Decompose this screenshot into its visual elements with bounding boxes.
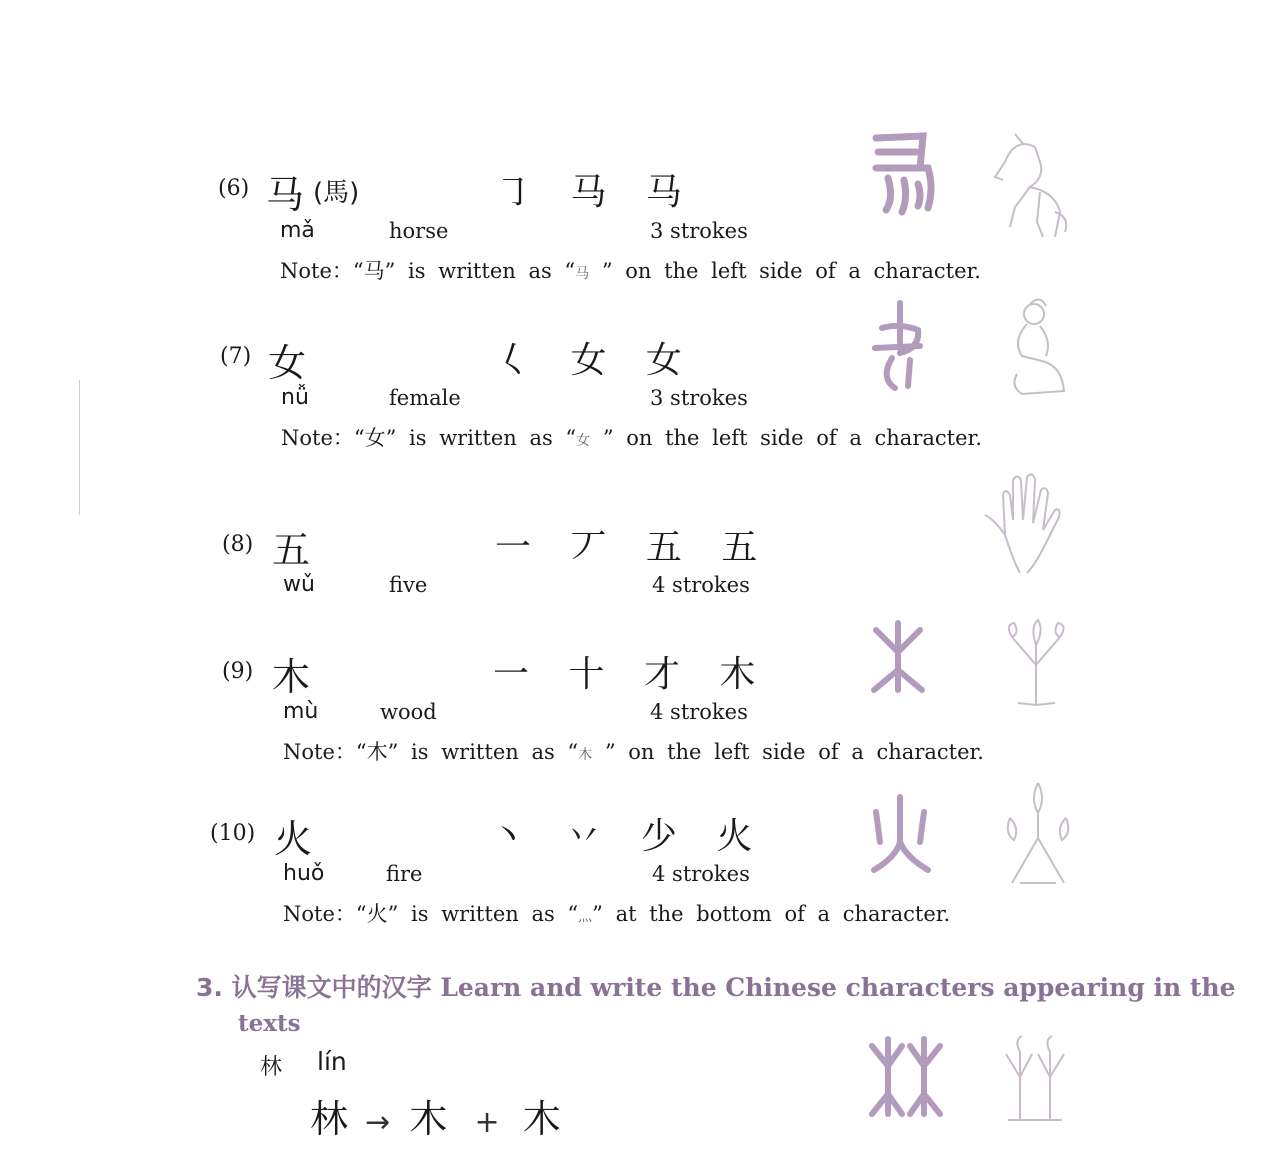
pinyin: huǒ [283,861,325,886]
traditional-character: (馬) [313,178,360,208]
entry-number: (7) [220,344,252,369]
equation-left: 木 [409,1097,448,1141]
meaning: fire [386,862,423,886]
meaning: horse [389,219,449,243]
horse-drawing-icon [985,132,1075,242]
note: Note：“马” is written as “马 ” on the left side of a character. [280,259,981,283]
entry-number: (10) [210,821,256,846]
meaning: five [389,573,428,597]
section-heading-continued: texts [238,1010,301,1037]
example-character: 林 [260,1055,283,1080]
stroke-count: 4 strokes [652,862,750,886]
note: Note：“火” is written as “灬” at the bottom of a character. [283,902,951,926]
stroke-order: 𡿨 女 女 [495,340,696,381]
stroke-count: 3 strokes [650,219,748,243]
entry-character: 五 [272,528,311,572]
pinyin: mù [283,699,319,724]
pinyin: wǔ [283,572,315,597]
meaning: female [389,386,461,410]
kneeling-woman-drawing-icon [1002,296,1072,400]
seal-forest-icon [868,1036,944,1118]
character-equation [310,1088,561,1143]
entry-character: 火 [274,817,313,861]
note: Note：“女” is written as “女 ” on the left side of a character. [281,426,982,450]
stroke-order: ㇆ 马 马 [495,172,696,213]
example-pinyin: lín [317,1047,347,1076]
stroke-count: 4 strokes [650,700,748,724]
entry-number: (9) [222,659,254,684]
arrow-icon: → [365,1105,391,1140]
margin-line [79,380,80,515]
stroke-order: 一 十 才 木 [493,654,770,695]
entry-character: 马 [266,173,305,217]
stroke-count: 4 strokes [652,573,750,597]
entry-number: (8) [222,532,254,557]
entry-character: 女 [268,341,307,385]
seal-horse-icon [868,128,938,218]
stroke-order: 丶 丷 少 火 [490,816,767,857]
section-heading: 3. 认写课文中的汉字 Learn and write the Chinese characters appearing in the [196,973,1236,1002]
seal-tree-icon [870,620,926,694]
hand-drawing-icon [975,465,1067,575]
equation-right: 木 [522,1097,561,1141]
stroke-count: 3 strokes [650,386,748,410]
plus-sign: + [474,1105,500,1140]
note: Note：“木” is written as “木 ” on the left side of a character. [283,740,984,764]
equation-whole: 林 [310,1097,349,1141]
seal-woman-icon [870,298,930,394]
stroke-order: 一 丆 五 五 [495,527,772,568]
pinyin: nǚ [281,385,309,410]
seal-fire-icon [866,792,934,874]
two-trees-drawing-icon [998,1032,1072,1122]
fire-drawing-icon [1000,778,1076,886]
meaning: wood [380,700,437,724]
entry-number: (6) [218,176,250,201]
pinyin: mǎ [280,218,315,243]
tree-drawing-icon [1000,615,1072,707]
entry-character: 木 [272,655,311,699]
